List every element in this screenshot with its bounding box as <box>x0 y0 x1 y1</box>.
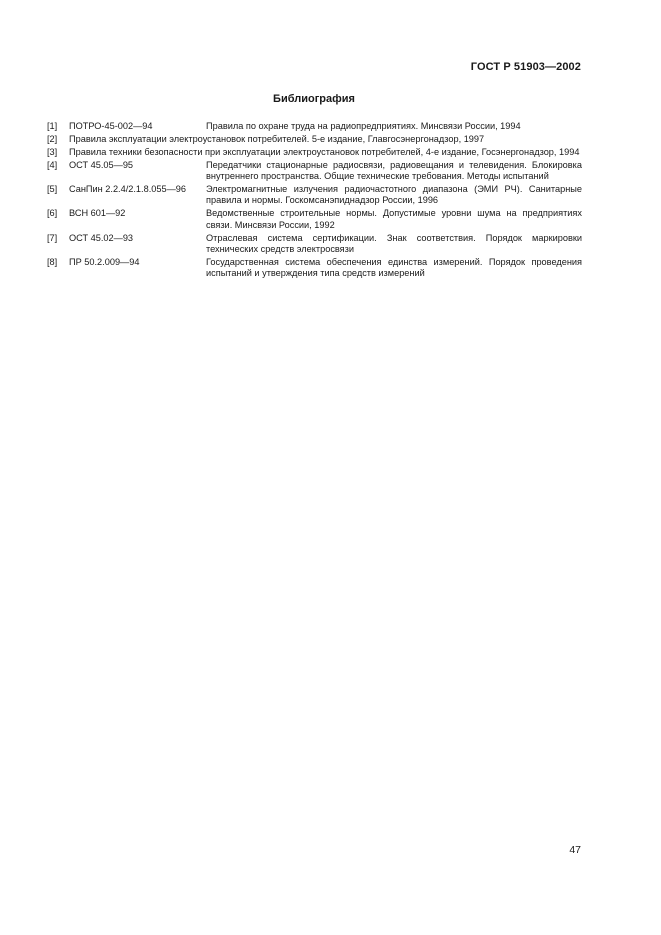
bibliography-entry-7 <box>47 233 582 256</box>
bibliography-entry-4 <box>47 160 582 183</box>
entry-code: ПР 50.2.009—94 <box>69 256 140 267</box>
entry-text: Электромагнитные излучения радиочастотного диапазона (ЭМИ РЧ). Санитарные правила и нормы. Госкомсанэпиднадзор России, 1996 <box>206 184 582 206</box>
bibliography-entry-5 <box>47 184 582 207</box>
entry-number: [5] <box>47 184 58 195</box>
bibliography-entry-8 <box>47 257 582 280</box>
document-code: ГОСТ Р 51903—2002 <box>470 61 581 73</box>
entry-number: [4] <box>47 159 58 170</box>
entry-text: Правила эксплуатации электроустановок потребителей. 5-е издание, Главгосэнергонадзор, 1997 <box>69 133 485 144</box>
entry-text: Передатчики стационарные радиосвязи, радиовещания и телевидения. Блокировка внутреннего пространства. Общие технические требования. Методы испытаний <box>206 159 582 182</box>
entry-code: ВСН 601—92 <box>69 208 126 219</box>
page-number: 47 <box>569 844 581 856</box>
entry-text: Правила по охране труда на радиопредприятиях. Минсвязи России, 1994 <box>206 121 521 131</box>
entry-number: [6] <box>47 208 58 219</box>
bibliography-entry-6 <box>47 208 582 231</box>
entry-code: ОСТ 45.05—95 <box>69 159 134 170</box>
entry-number: [7] <box>47 232 58 243</box>
entry-text: Государственная система обеспечения единства измерений. Порядок проведения испытаний и утверждения типа средств измерений <box>206 256 582 279</box>
bibliography-entry-3 <box>47 147 582 158</box>
bibliography-title: Библиография <box>273 93 355 105</box>
entry-code: ПОТРО-45-002—94 <box>69 121 153 131</box>
entry-number: [3] <box>47 146 58 157</box>
bibliography-entry-1 <box>47 121 582 132</box>
entry-number: [2] <box>47 133 58 144</box>
entry-text: Отраслевая система сертификации. Знак соответствия. Порядок маркировки технических средств электросвязи <box>206 232 582 255</box>
bibliography-list <box>47 121 582 281</box>
entry-text: Ведомственные строительные нормы. Допустимые уровни шума на предприятиях связи. Минсвязи России, 1992 <box>206 208 582 230</box>
entry-code: ОСТ 45.02—93 <box>69 232 134 243</box>
bibliography-entry-2 <box>47 134 582 145</box>
entry-text: Правила техники безопасности при эксплуатации электроустановок потребителей, 4-е издание, Госэнергонадзор, 1994 <box>69 146 580 157</box>
entry-number: [8] <box>47 256 58 267</box>
entry-code: СанПин 2.2.4/2.1.8.055—96 <box>69 184 186 195</box>
entry-number: [1] <box>47 121 58 131</box>
